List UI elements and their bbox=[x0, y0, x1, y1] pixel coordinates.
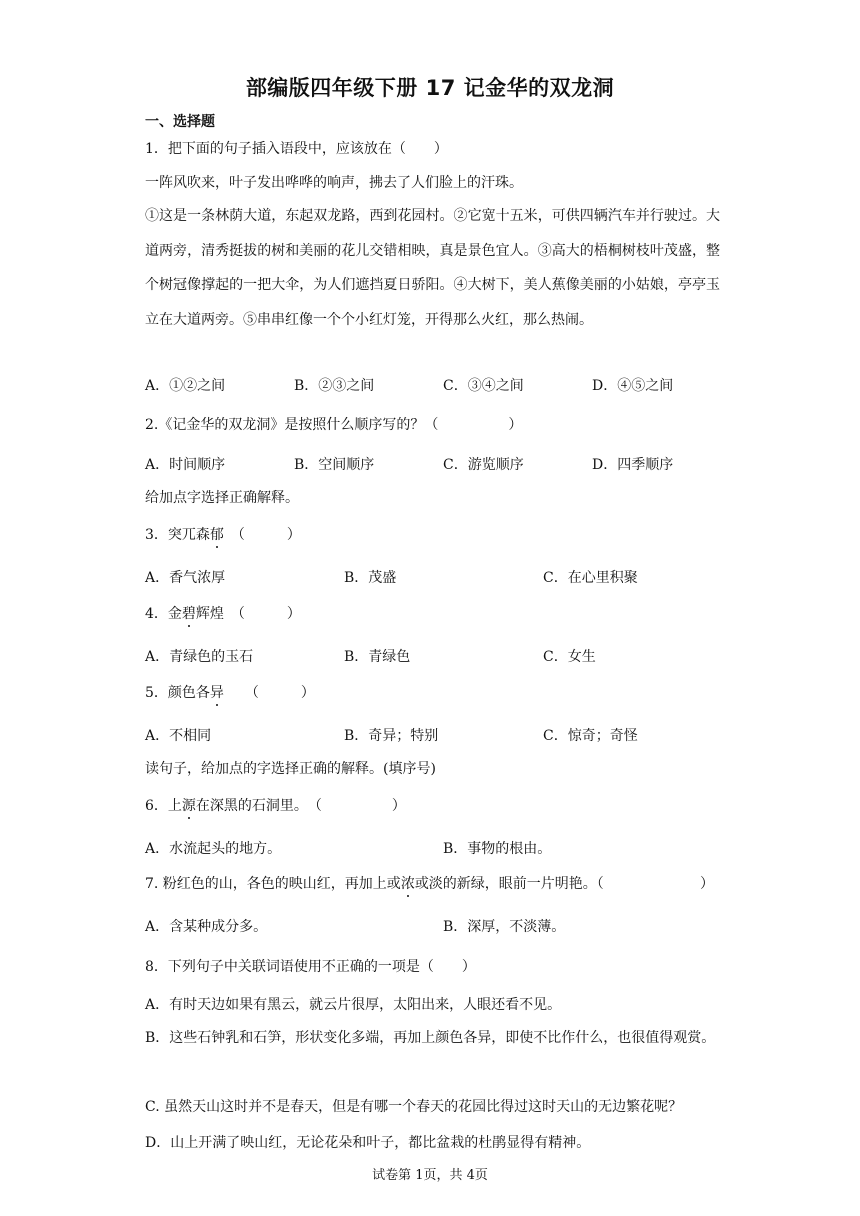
stem-text: 7. 粉红色的山，各色的映山红，再加上或 bbox=[145, 876, 401, 892]
option-a[interactable]: A．青绿色的玉石 bbox=[145, 649, 254, 665]
question-5-options bbox=[145, 726, 720, 746]
question-6-options bbox=[145, 839, 720, 859]
dotted-character: 碧 bbox=[181, 606, 196, 622]
question-7-options bbox=[145, 917, 720, 937]
question-7-stem bbox=[145, 874, 720, 894]
option-b[interactable]: B．青绿色 bbox=[344, 649, 411, 665]
dotted-character: 郁 bbox=[209, 527, 224, 543]
stem-text: 在深黑的石洞里。 （ ） bbox=[195, 798, 406, 814]
dotted-character: 异 bbox=[209, 685, 224, 701]
option-d[interactable]: D．四季顺序 bbox=[592, 457, 674, 473]
question-1-sentence: 一阵风吹来，叶子发出哗哗的响声，拂去了人们脸上的汗珠。 bbox=[145, 175, 523, 191]
stem-text: 4．金 bbox=[145, 606, 182, 622]
dotted-character: 浓 bbox=[400, 876, 415, 892]
question-2-options bbox=[145, 455, 720, 475]
instruction-1: 给加点字选择正确解释。 bbox=[145, 490, 299, 506]
stem-text: 5．颜色各 bbox=[145, 685, 210, 701]
option-b[interactable]: B．茂盛 bbox=[344, 570, 397, 586]
option-a[interactable]: A．含某种成分多。 bbox=[145, 919, 268, 935]
option-a[interactable]: A．不相同 bbox=[145, 728, 212, 744]
stem-text: 或淡的新绿，眼前一片明艳。（ bbox=[414, 876, 604, 892]
question-2-stem: 2.《记金华的双龙洞》是按照什么顺序写的？（ ） bbox=[145, 417, 523, 433]
question-5-stem bbox=[145, 683, 720, 703]
option-d[interactable]: D．④⑤之间 bbox=[592, 378, 674, 394]
question-1-options bbox=[145, 376, 720, 396]
page-title: 部编版四年级下册 17 记金华的双龙洞 bbox=[245, 76, 615, 100]
option-c[interactable]: C．女生 bbox=[543, 649, 596, 665]
question-6-stem bbox=[145, 796, 720, 816]
stem-text: 3．突兀森 bbox=[145, 527, 210, 543]
page-footer: 试卷第 1页，共 4页 bbox=[372, 1168, 488, 1183]
option-b[interactable]: B．深厚，不淡薄。 bbox=[443, 919, 566, 935]
question-8-stem: 8．下列句子中关联词语使用不正确的一项是（ ） bbox=[145, 959, 476, 975]
option-a[interactable]: A．①②之间 bbox=[145, 378, 226, 394]
option-c[interactable]: C．③④之间 bbox=[443, 378, 524, 394]
option-b[interactable]: B．事物的根由。 bbox=[443, 841, 552, 857]
question-7-blank-close: ） bbox=[700, 876, 714, 892]
question-3-stem bbox=[145, 525, 720, 545]
option-b[interactable]: B．这些石钟乳和石笋，形状变化多端，再加上颜色各异，即使不比作什么，也很值得观赏。 bbox=[145, 1030, 716, 1046]
question-1-stem: 1．把下面的句子插入语段中，应该放在（ ） bbox=[145, 141, 448, 157]
dotted-character: 源 bbox=[181, 798, 196, 814]
stem-text: 辉煌 （ ） bbox=[195, 606, 301, 622]
question-4-stem bbox=[145, 604, 720, 624]
option-b[interactable]: B．奇异；特别 bbox=[344, 728, 439, 744]
option-c[interactable]: C. 虽然天山这时并不是春天，但是有哪一个春天的花园比得过这时天山的无边繁花呢？ bbox=[145, 1099, 683, 1115]
option-c[interactable]: C．游览顺序 bbox=[443, 457, 524, 473]
section-heading: 一、选择题 bbox=[145, 114, 215, 130]
question-4-options bbox=[145, 647, 720, 667]
question-1-passage: ①这是一条林荫大道，东起双龙路，西到花园村。②它宽十五米，可供四辆汽车并行驶过。大道两旁，清秀挺拔的树和美丽的花儿交错相映，真是景色宜人。③高大的梧桐树枝叶茂盛，整个树冠像撑起的一把大伞，为人们遮挡夏日骄阳。④大树下，美人蕉像美丽的小姑娘，亭亭玉立在大道两旁。⑤串串红像一个个小红灯笼，开得那么火红，那么热闹。 bbox=[145, 208, 720, 328]
instruction-2: 读句子，给加点的字选择正确的解释。(填序号) bbox=[145, 761, 436, 777]
option-a[interactable]: A．有时天边如果有黑云，就云片很厚，太阳出来，人眼还看不见。 bbox=[145, 997, 562, 1013]
option-c[interactable]: C．在心里积聚 bbox=[543, 570, 638, 586]
option-d[interactable]: D．山上开满了映山红，无论花朵和叶子，都比盆栽的杜鹃显得有精神。 bbox=[145, 1135, 591, 1151]
option-a[interactable]: A．香气浓厚 bbox=[145, 570, 226, 586]
stem-text: （ ） bbox=[223, 527, 301, 543]
question-3-options bbox=[145, 568, 720, 588]
option-c[interactable]: C．惊奇；奇怪 bbox=[543, 728, 638, 744]
option-a[interactable]: A．时间顺序 bbox=[145, 457, 226, 473]
option-a[interactable]: A．水流起头的地方。 bbox=[145, 841, 282, 857]
stem-text: （ ） bbox=[223, 685, 315, 701]
option-b[interactable]: B．②③之间 bbox=[294, 378, 375, 394]
stem-text: 6．上 bbox=[145, 798, 182, 814]
option-b[interactable]: B．空间顺序 bbox=[294, 457, 375, 473]
